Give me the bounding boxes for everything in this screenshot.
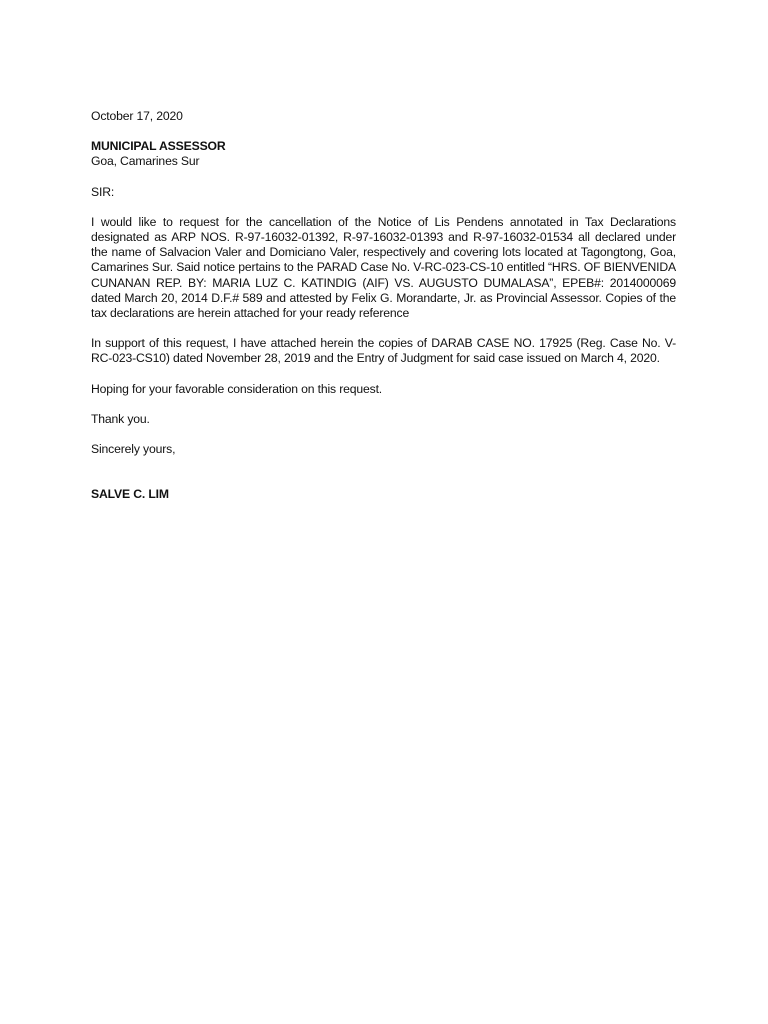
letter-body bbox=[91, 109, 676, 502]
letter-date: October 17, 2020 bbox=[91, 109, 183, 123]
salutation: SIR: bbox=[91, 184, 115, 199]
paragraph-hoping: Hoping for your favorable consideration on this request. bbox=[91, 381, 383, 396]
recipient-address: Goa, Camarines Sur bbox=[91, 154, 200, 169]
recipient-block bbox=[91, 139, 676, 169]
closing: Sincerely yours, bbox=[91, 442, 176, 457]
paragraph-support: In support of this request, I have attached herein the copies of DARAB CASE NO. 17925 (Reg. Case No. V-RC-023-CS10) dated November 28, 2019 and the Entry of Judgment for said case issued on March 4, 2020. bbox=[91, 336, 676, 366]
recipient-title: MUNICIPAL ASSESSOR bbox=[91, 139, 226, 154]
paragraph-thanks: Thank you. bbox=[91, 411, 150, 426]
signatory-name: SALVE C. LIM bbox=[91, 487, 169, 502]
paragraph-request: I would like to request for the cancellation of the Notice of Lis Pendens annotated in Tax Declarations designated as ARP NOS. R-97-16032-01392, R-97-16032-01393 and R-97-16032-01534 all declared under the name of Salvacion Valer and Domiciano Valer, respectively and covering lots located at Tagongtong, Goa, Camarines Sur. Said notice pertains to the PARAD Case No. V-RC-023-CS-10 entitled “HRS. OF BIENVENIDA CUNANAN REP. BY: MARIA LUZ C. KATINDIG (AIF) VS. AUGUSTO DUMALASA”, EPEB#: 2014000069 dated March 20, 2014 D.F.# 589 and attested by Felix G. Morandarte, Jr. as Provincial Assessor. Copies of the tax declarations are herein attached for your ready reference bbox=[91, 214, 676, 321]
